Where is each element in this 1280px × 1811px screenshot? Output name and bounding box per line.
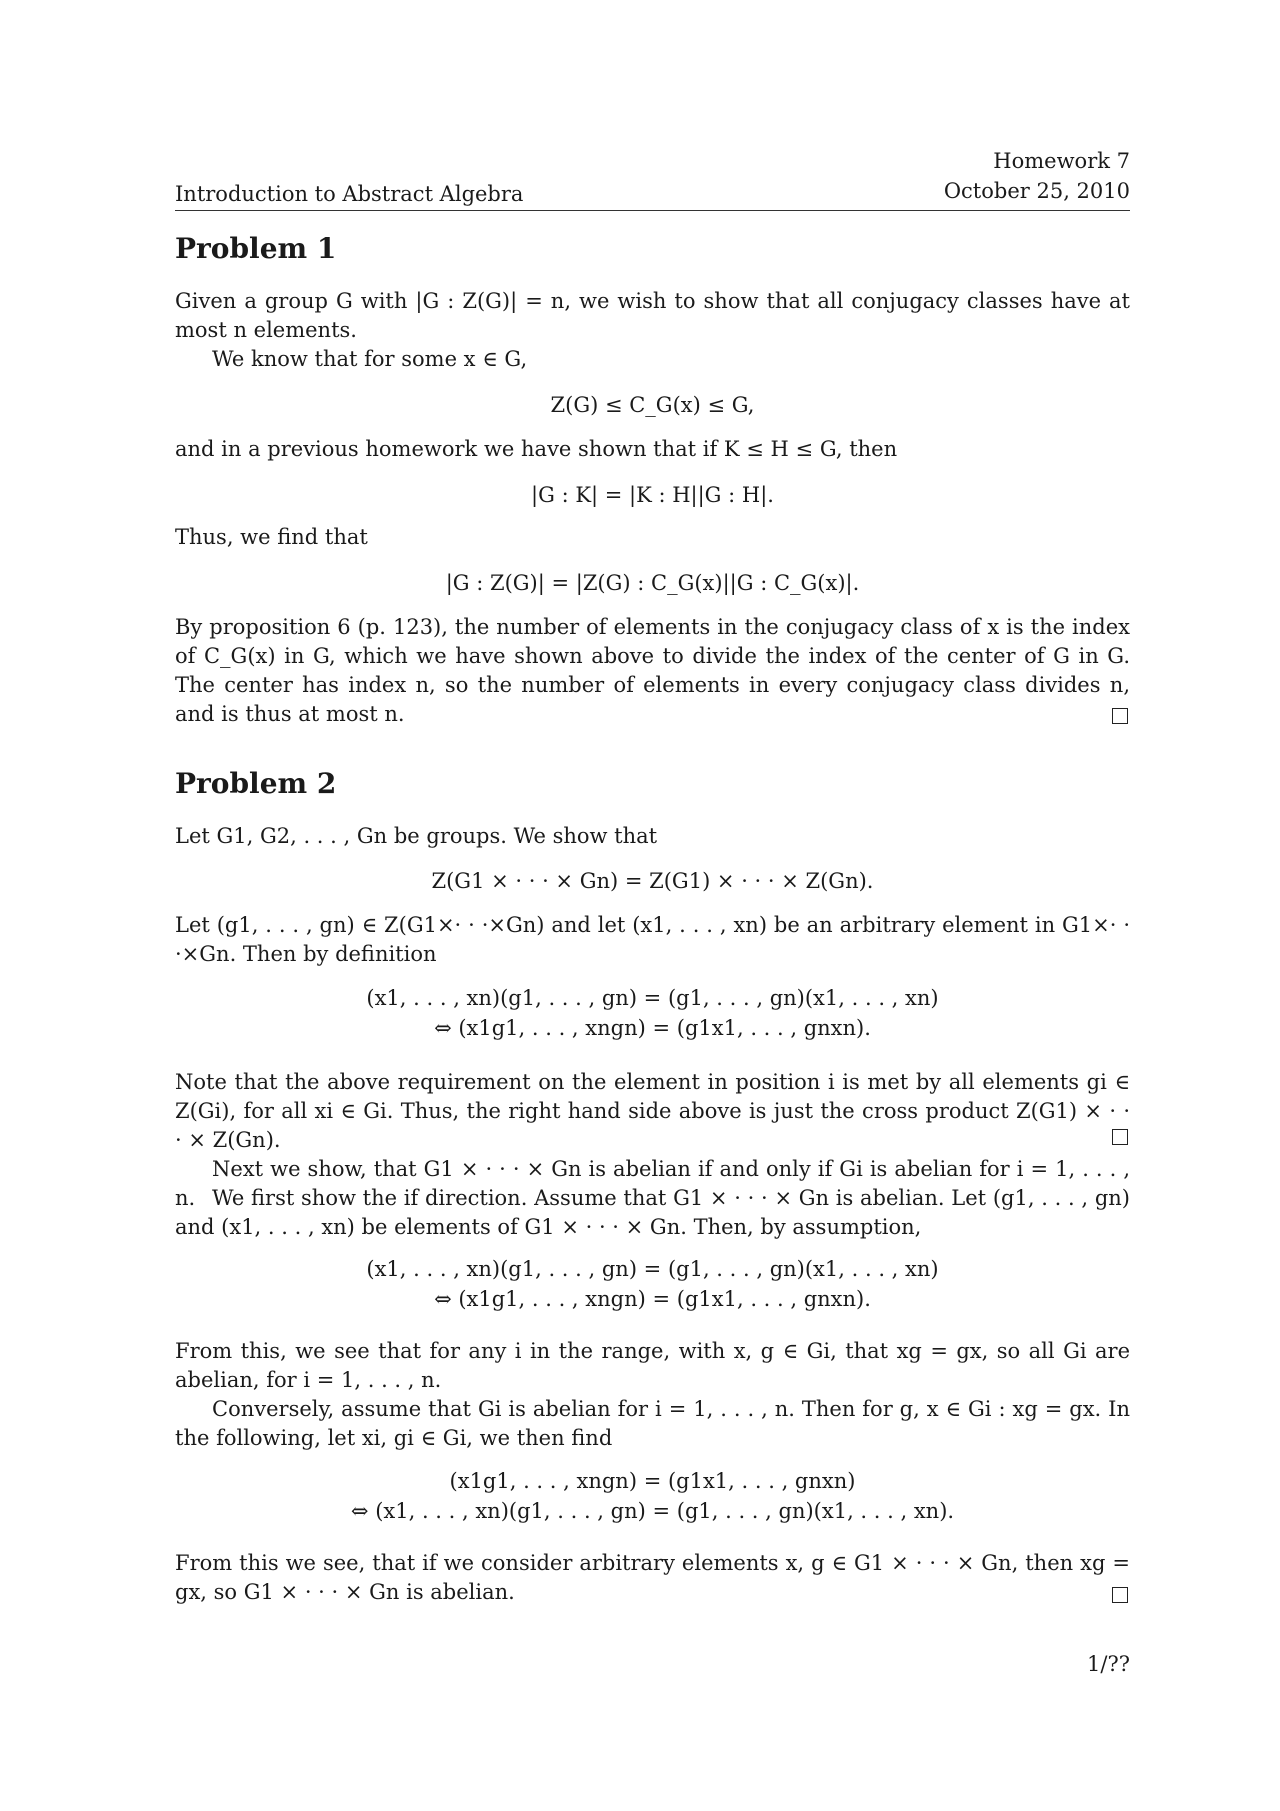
problem-2-paragraph-6: From this, we see that for any i in the range, with x, g ∈ Gi, that xg = gx, so all Gi are abelian, for i = 1, . . . , n. [175,1339,1130,1392]
problem-2-equation-4b: ⇔ (x1, . . . , xn)(g1, . . . , gn) = (g1, . . . , gn)(x1, . . . , xn). [350,1499,955,1523]
problem-1-paragraph-1: Given a group G with |G : Z(G)| = n, we wish to show that all conjugacy classes have at most n elements. [175,289,1130,342]
problem-1-paragraph-4: Thus, we find that [175,525,368,549]
problem-2-paragraph-7: Conversely, assume that Gi is abelian for i = 1, . . . , n. Then for g, x ∈ Gi : xg = gx. In the following, let xi, gi ∈ Gi, we then find [175,1397,1130,1450]
header-right [944,146,1130,206]
problem-2-equation-4a: (x1g1, . . . , xngn) = (g1x1, . . . , gnxn) [449,1469,856,1493]
problem-2-equation-3b: ⇔ (x1g1, . . . , xngn) = (g1x1, . . . , gnxn). [434,1287,871,1311]
problem-2-equation-2a: (x1, . . . , xn)(g1, . . . , gn) = (g1, . . . , gn)(x1, . . . , xn) [366,986,939,1010]
problem-2-equation-1: Z(G1 × · · · × Gn) = Z(G1) × · · · × Z(Gn). [431,869,874,893]
problem-1-equation-2: |G : K| = |K : H||G : H|. [531,483,774,507]
problem-1-equation-3: |G : Z(G)| = |Z(G) : C_G(x)||G : C_G(x)|. [445,571,860,595]
problem-1-title: Problem 1 [175,232,337,265]
problem-2-equation-2b: ⇔ (x1g1, . . . , xngn) = (g1x1, . . . , gnxn). [434,1016,871,1040]
qed-symbol [1112,1129,1128,1145]
problem-1-equation-1: Z(G) ≤ C_G(x) ≤ G, [550,393,755,417]
page-number: 1/?? [1087,1652,1130,1676]
problem-1-paragraph-5: By proposition 6 (p. 123), the number of elements in the conjugacy class of x is the index of C_G(x) in G, which we have shown above to divide the index of the center of G in G. The center has index n, so the number of elements in every conjugacy class divides n, and is thus at most n. [175,615,1130,726]
problem-2-title: Problem 2 [175,767,337,800]
problem-1-paragraph-3: and in a previous homework we have shown that if K ≤ H ≤ G, then [175,437,898,461]
problem-2-paragraph-8: From this we see, that if we consider arbitrary elements x, g ∈ G1 × · · · × Gn, then xg = gx, so G1 × · · · × Gn is abelian. [175,1551,1130,1604]
qed-symbol [1112,1587,1128,1603]
problem-2-equation-3a: (x1, . . . , xn)(g1, . . . , gn) = (g1, . . . , gn)(x1, . . . , xn) [366,1257,939,1281]
problem-2-paragraph-5: We first show the if direction. Assume that G1 × · · · × Gn is abelian. Let (g1, . . . , gn) and (x1, . . . , xn) be elements of G1 × · · · × Gn. Then, by assumption, [175,1186,1130,1239]
qed-symbol [1112,708,1128,724]
problem-2-paragraph-2: Let (g1, . . . , gn) ∈ Z(G1×· · ·×Gn) and let (x1, . . . , xn) be an arbitrary element in G1×· · ·×Gn. Then by definition [175,913,1130,966]
homework-label: Homework 7 [993,149,1130,173]
page-header [175,150,1130,211]
problem-2-paragraph-4: Next we show, that G1 × · · · × Gn is abelian if and only if Gi is abelian for i = 1, . . . , n. [175,1157,1130,1210]
problem-1-paragraph-2: We know that for some x ∈ G, [212,347,528,371]
problem-2-paragraph-3: Note that the above requirement on the element in position i is met by all elements gi ∈ Z(Gi), for all xi ∈ Gi. Thus, the right hand side above is just the cross product Z(G1) × · · · × Z(Gn). [175,1070,1130,1152]
problem-2-paragraph-1: Let G1, G2, . . . , Gn be groups. We show that [175,824,658,848]
course-title: Introduction to Abstract Algebra [175,182,524,206]
header-date: October 25, 2010 [943,179,1130,203]
